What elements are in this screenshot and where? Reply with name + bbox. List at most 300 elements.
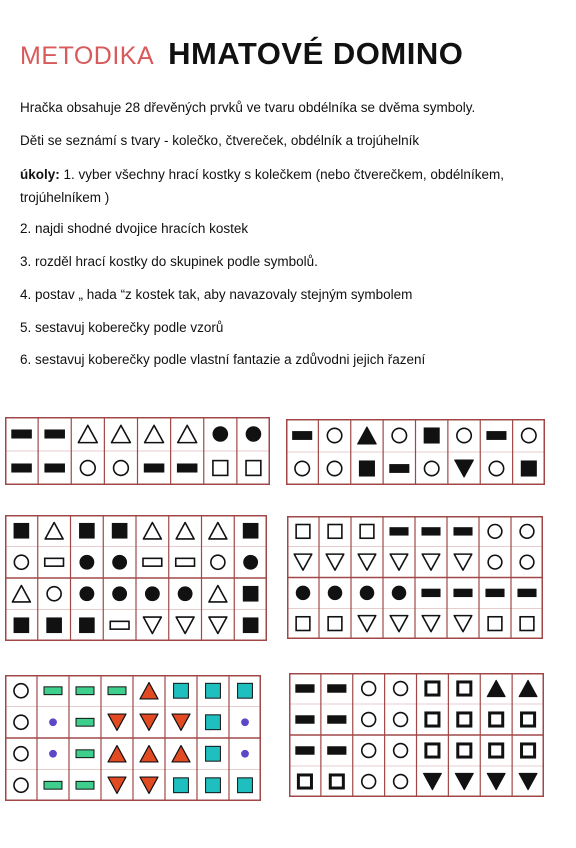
blue-dot-icon	[49, 718, 57, 726]
circle-icon	[362, 713, 376, 727]
black-rectangle-icon	[517, 589, 536, 597]
circle-icon	[362, 682, 376, 696]
domino-cell	[241, 718, 249, 726]
circle-icon	[295, 461, 309, 475]
domino-cell	[519, 773, 537, 789]
rectangle-icon	[110, 621, 129, 629]
bold-square-icon	[458, 744, 471, 757]
domino-cell	[426, 682, 439, 695]
domino-cell	[144, 463, 165, 472]
domino-cell	[328, 586, 342, 600]
domino-pattern-4	[287, 516, 543, 639]
domino-cell	[44, 781, 62, 789]
domino-cell	[454, 616, 472, 632]
domino-cell	[110, 621, 129, 629]
domino-cell	[145, 425, 164, 442]
black-inverted-triangle-icon	[455, 460, 473, 477]
black-circle-icon	[145, 586, 160, 601]
domino-cell	[213, 461, 228, 476]
bold-square-icon	[490, 713, 503, 726]
domino-cell	[246, 461, 261, 476]
domino-cell	[517, 589, 536, 597]
bold-square-icon	[426, 682, 439, 695]
circle-icon	[488, 555, 502, 569]
black-rectangle-icon	[11, 463, 32, 472]
domino-cell	[327, 684, 346, 692]
domino-cell	[79, 555, 94, 570]
green-rectangle-icon	[108, 687, 126, 695]
triangle-icon	[143, 523, 161, 539]
inverted-triangle-icon	[176, 617, 194, 633]
teal-square-icon	[174, 683, 189, 698]
black-circle-icon	[328, 586, 342, 600]
domino-cell	[486, 431, 506, 440]
domino-cell	[14, 617, 30, 633]
circle-icon	[488, 525, 502, 539]
black-rectangle-icon	[144, 463, 165, 472]
domino-cell	[360, 586, 374, 600]
domino-cell	[327, 746, 346, 754]
domino-cell	[455, 460, 473, 477]
black-rectangle-icon	[453, 527, 472, 535]
domino-cell	[520, 617, 534, 631]
red-inverted-triangle-icon	[140, 777, 158, 793]
red-triangle-icon	[172, 746, 190, 762]
domino-cell	[45, 558, 64, 566]
circle-icon	[394, 775, 408, 789]
black-inverted-triangle-icon	[424, 773, 442, 789]
black-triangle-icon	[519, 680, 537, 696]
domino-grid-svg	[286, 419, 545, 485]
domino-cell	[143, 558, 162, 566]
domino-cell	[79, 586, 94, 601]
domino-cell	[328, 525, 342, 539]
domino-cell	[238, 778, 253, 793]
domino-cell	[44, 687, 62, 695]
paragraph-shapes: Děti se seznámí s tvary - kolečko, čtvereček, obdélník a trojúhelník	[20, 133, 420, 148]
black-inverted-triangle-icon	[519, 773, 537, 789]
tasks-label: úkoly:	[20, 167, 60, 182]
circle-icon	[424, 461, 438, 475]
black-square-icon	[46, 617, 62, 633]
circle-icon	[47, 587, 61, 601]
domino-cell	[392, 586, 406, 600]
green-rectangle-icon	[76, 718, 94, 726]
inverted-triangle-icon	[422, 554, 440, 570]
black-inverted-triangle-icon	[455, 773, 473, 789]
teal-square-icon	[174, 778, 189, 793]
inverted-triangle-icon	[422, 616, 440, 632]
domino-cell	[174, 778, 189, 793]
domino-cell	[521, 460, 537, 476]
circle-icon	[211, 555, 225, 569]
domino-cell	[76, 718, 94, 726]
teal-square-icon	[206, 746, 221, 761]
domino-cell	[327, 715, 346, 723]
black-circle-icon	[112, 555, 127, 570]
domino-cell	[114, 461, 129, 476]
circle-icon	[327, 428, 341, 442]
black-rectangle-icon	[295, 684, 314, 692]
black-rectangle-icon	[44, 429, 65, 438]
bold-square-icon	[298, 775, 311, 788]
domino-cell	[362, 775, 376, 789]
domino-cell	[458, 744, 471, 757]
bold-square-icon	[490, 744, 503, 757]
domino-cell	[457, 428, 471, 442]
domino-cell	[178, 425, 197, 442]
domino-cell	[522, 744, 535, 757]
triangle-icon	[45, 523, 63, 539]
triangle-icon	[78, 425, 97, 442]
domino-cell	[177, 463, 198, 472]
black-inverted-triangle-icon	[487, 773, 505, 789]
black-circle-icon	[243, 555, 258, 570]
red-inverted-triangle-icon	[140, 714, 158, 730]
blue-dot-icon	[241, 750, 249, 758]
black-square-icon	[243, 523, 259, 539]
domino-cell	[243, 617, 259, 633]
domino-cell	[487, 680, 505, 696]
square-icon	[328, 525, 342, 539]
bold-square-icon	[330, 775, 343, 788]
inverted-triangle-icon	[209, 617, 227, 633]
black-rectangle-icon	[327, 684, 346, 692]
domino-cell	[80, 461, 95, 476]
domino-cell	[211, 555, 225, 569]
triangle-icon	[111, 425, 130, 442]
square-icon	[488, 617, 502, 631]
domino-cell	[359, 460, 375, 476]
domino-cell	[140, 683, 158, 699]
domino-grid-svg	[5, 675, 261, 801]
black-circle-icon	[360, 586, 374, 600]
red-inverted-triangle-icon	[108, 777, 126, 793]
domino-cell	[487, 773, 505, 789]
triangle-icon	[178, 425, 197, 442]
black-rectangle-icon	[327, 715, 346, 723]
paragraph-task-4: 4. postav „ hada “z kostek tak, aby navazovaly stejným symbolem	[20, 287, 413, 302]
square-icon	[213, 461, 228, 476]
domino-cell	[112, 586, 127, 601]
domino-cell	[76, 687, 94, 695]
domino-cell	[326, 554, 344, 570]
rectangle-icon	[45, 558, 64, 566]
domino-cell	[296, 586, 310, 600]
domino-cell	[454, 554, 472, 570]
domino-cell	[174, 683, 189, 698]
blue-dot-icon	[241, 718, 249, 726]
domino-cell	[176, 523, 194, 539]
title-prefix: METODIKA	[20, 42, 155, 70]
domino-cell	[426, 713, 439, 726]
square-icon	[296, 525, 310, 539]
black-rectangle-icon	[389, 527, 408, 535]
domino-cell	[358, 554, 376, 570]
domino-cell	[485, 589, 504, 597]
domino-cell	[394, 744, 408, 758]
black-rectangle-icon	[44, 463, 65, 472]
domino-cell	[112, 555, 127, 570]
square-icon	[520, 617, 534, 631]
domino-cell	[295, 684, 314, 692]
bold-square-icon	[522, 744, 535, 757]
domino-cell	[176, 617, 194, 633]
domino-cell	[46, 617, 62, 633]
domino-cell	[209, 586, 227, 602]
black-circle-icon	[79, 586, 94, 601]
black-rectangle-icon	[421, 527, 440, 535]
domino-cell	[426, 744, 439, 757]
black-rectangle-icon	[421, 589, 440, 597]
black-circle-icon	[296, 586, 310, 600]
circle-icon	[80, 461, 95, 476]
bold-square-icon	[426, 713, 439, 726]
domino-cell	[108, 687, 126, 695]
black-rectangle-icon	[295, 746, 314, 754]
red-inverted-triangle-icon	[108, 714, 126, 730]
domino-cell	[140, 746, 158, 762]
task-1-text: 1. vyber všechny hrací kostky s kolečkem (nebo čtverečkem, obdélníkem, trojúhelníkem )	[20, 167, 504, 205]
domino-grid-svg	[5, 515, 267, 641]
square-icon	[360, 525, 374, 539]
domino-cell	[327, 461, 341, 475]
inverted-triangle-icon	[390, 616, 408, 632]
domino-cell	[327, 428, 341, 442]
domino-cell	[140, 714, 158, 730]
domino-cell	[295, 746, 314, 754]
domino-cell	[108, 746, 126, 762]
inverted-triangle-icon	[390, 554, 408, 570]
domino-pattern-6	[289, 673, 544, 797]
black-square-icon	[14, 617, 30, 633]
domino-cell	[243, 523, 259, 539]
black-rectangle-icon	[11, 429, 32, 438]
domino-cell	[455, 773, 473, 789]
domino-cell	[488, 617, 502, 631]
domino-pattern-3	[5, 515, 267, 641]
domino-cell	[178, 586, 193, 601]
domino-cell	[488, 555, 502, 569]
domino-cell	[421, 589, 440, 597]
domino-cell	[209, 523, 227, 539]
domino-cell	[213, 426, 229, 442]
domino-cell	[246, 426, 262, 442]
circle-icon	[362, 775, 376, 789]
black-triangle-icon	[358, 427, 376, 444]
black-square-icon	[359, 460, 375, 476]
teal-square-icon	[238, 778, 253, 793]
black-square-icon	[79, 523, 95, 539]
domino-cell	[522, 428, 536, 442]
domino-cell	[389, 527, 408, 535]
circle-icon	[522, 428, 536, 442]
black-rectangle-icon	[327, 746, 346, 754]
domino-cell	[11, 463, 32, 472]
black-rectangle-icon	[486, 431, 506, 440]
domino-cell	[424, 773, 442, 789]
circle-icon	[14, 684, 28, 698]
inverted-triangle-icon	[454, 616, 472, 632]
circle-icon	[394, 713, 408, 727]
domino-cell	[360, 525, 374, 539]
domino-cell	[422, 616, 440, 632]
domino-cell	[520, 525, 534, 539]
domino-cell	[140, 777, 158, 793]
domino-cell	[44, 463, 65, 472]
teal-square-icon	[206, 683, 221, 698]
paragraph-task-6: 6. sestavuj koberečky podle vlastní fantazie a zdůvodni jejich řazení	[20, 352, 426, 367]
domino-cell	[143, 523, 161, 539]
domino-cell	[296, 525, 310, 539]
black-square-icon	[521, 460, 537, 476]
black-square-icon	[14, 523, 30, 539]
black-square-icon	[243, 617, 259, 633]
black-circle-icon	[213, 426, 229, 442]
square-icon	[328, 617, 342, 631]
domino-cell	[421, 527, 440, 535]
domino-pattern-5	[5, 675, 261, 801]
domino-cell	[238, 683, 253, 698]
red-inverted-triangle-icon	[172, 714, 190, 730]
inverted-triangle-icon	[358, 616, 376, 632]
blue-dot-icon	[49, 750, 57, 758]
domino-cell	[394, 775, 408, 789]
domino-cell	[14, 715, 28, 729]
domino-cell	[79, 617, 95, 633]
black-triangle-icon	[487, 680, 505, 696]
domino-cell	[295, 461, 309, 475]
triangle-icon	[209, 586, 227, 602]
circle-icon	[14, 747, 28, 761]
domino-cell	[172, 746, 190, 762]
domino-cell	[76, 781, 94, 789]
domino-cell	[112, 523, 128, 539]
domino-cell	[14, 684, 28, 698]
domino-cell	[490, 744, 503, 757]
domino-cell	[45, 523, 63, 539]
black-circle-icon	[112, 586, 127, 601]
domino-cell	[49, 718, 57, 726]
black-square-icon	[79, 617, 95, 633]
title-main: HMATOVÉ DOMINO	[168, 36, 464, 71]
circle-icon	[394, 744, 408, 758]
square-icon	[246, 461, 261, 476]
domino-cell	[358, 616, 376, 632]
domino-cell	[362, 682, 376, 696]
bold-square-icon	[426, 744, 439, 757]
square-icon	[296, 617, 310, 631]
domino-cell	[362, 713, 376, 727]
red-triangle-icon	[140, 683, 158, 699]
domino-grid-svg	[289, 673, 544, 797]
domino-cell	[76, 750, 94, 758]
domino-cell	[519, 680, 537, 696]
domino-cell	[362, 744, 376, 758]
red-triangle-icon	[108, 746, 126, 762]
triangle-icon	[12, 586, 30, 602]
black-rectangle-icon	[292, 431, 312, 440]
domino-cell	[392, 428, 406, 442]
circle-icon	[14, 715, 28, 729]
domino-cell	[394, 682, 408, 696]
black-rectangle-icon	[389, 464, 409, 473]
black-rectangle-icon	[295, 715, 314, 723]
black-rectangle-icon	[485, 589, 504, 597]
black-circle-icon	[392, 586, 406, 600]
circle-icon	[327, 461, 341, 475]
circle-icon	[14, 555, 28, 569]
domino-cell	[78, 425, 97, 442]
rectangle-icon	[143, 558, 162, 566]
circle-icon	[362, 744, 376, 758]
circle-icon	[489, 461, 503, 475]
green-rectangle-icon	[44, 687, 62, 695]
bold-square-icon	[458, 713, 471, 726]
domino-cell	[44, 429, 65, 438]
circle-icon	[394, 682, 408, 696]
domino-cell	[79, 523, 95, 539]
domino-cell	[206, 715, 221, 730]
domino-cell	[12, 586, 30, 602]
domino-grid-svg	[5, 417, 270, 485]
domino-cell	[458, 682, 471, 695]
green-rectangle-icon	[76, 750, 94, 758]
domino-cell	[295, 715, 314, 723]
teal-square-icon	[206, 715, 221, 730]
black-square-icon	[243, 586, 259, 602]
domino-cell	[14, 778, 28, 792]
domino-cell	[108, 777, 126, 793]
domino-cell	[111, 425, 130, 442]
domino-cell	[145, 586, 160, 601]
inverted-triangle-icon	[358, 554, 376, 570]
domino-cell	[206, 683, 221, 698]
teal-square-icon	[206, 778, 221, 793]
black-circle-icon	[79, 555, 94, 570]
inverted-triangle-icon	[294, 554, 312, 570]
domino-cell	[14, 523, 30, 539]
green-rectangle-icon	[76, 781, 94, 789]
domino-cell	[206, 778, 221, 793]
domino-cell	[358, 427, 376, 444]
black-rectangle-icon	[453, 589, 472, 597]
domino-cell	[11, 429, 32, 438]
triangle-icon	[145, 425, 164, 442]
domino-cell	[424, 461, 438, 475]
domino-cell	[292, 431, 312, 440]
domino-cell	[424, 427, 440, 443]
inverted-triangle-icon	[143, 617, 161, 633]
paragraph-task-3: 3. rozděl hrací kostky do skupinek podle symbolů.	[20, 254, 318, 269]
domino-cell	[172, 714, 190, 730]
black-square-icon	[112, 523, 128, 539]
paragraph-task-2: 2. najdi shodné dvojice hracích kostek	[20, 221, 249, 236]
domino-grid-svg	[287, 516, 543, 639]
inverted-triangle-icon	[454, 554, 472, 570]
black-circle-icon	[178, 586, 193, 601]
domino-cell	[49, 750, 57, 758]
domino-cell	[488, 525, 502, 539]
domino-cell	[390, 554, 408, 570]
domino-cell	[394, 713, 408, 727]
domino-cell	[176, 558, 195, 566]
triangle-icon	[209, 523, 227, 539]
domino-cell	[209, 617, 227, 633]
domino-cell	[520, 555, 534, 569]
domino-cell	[206, 746, 221, 761]
teal-square-icon	[238, 683, 253, 698]
